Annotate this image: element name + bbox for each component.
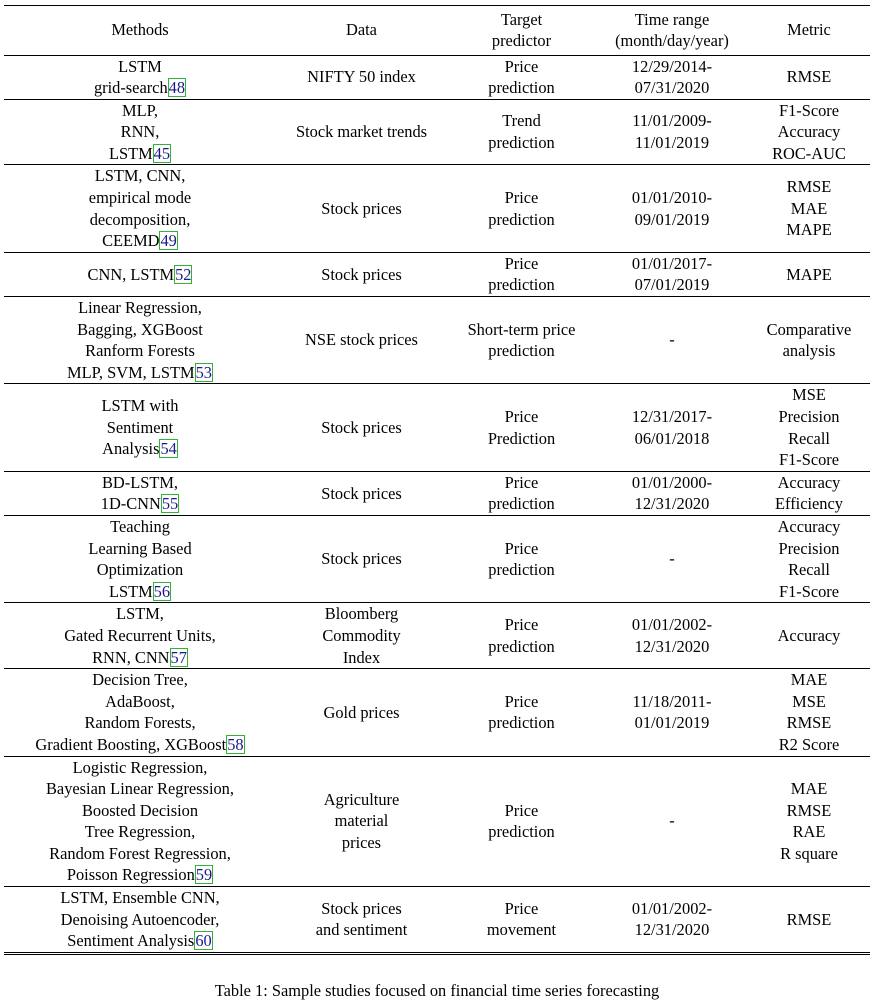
cell-text-line: 11/18/2011-: [632, 691, 712, 711]
cell-text-line: Stock prices: [321, 417, 402, 437]
cell-text-line: prices: [341, 833, 382, 853]
cell-text-line: ROC-AUC: [772, 143, 846, 163]
cell-text-line: Price: [504, 691, 539, 711]
cell-text-line: [4, 56, 276, 78]
cell-text-line: RMSE: [786, 177, 832, 197]
cell-text-line: prediction: [488, 494, 555, 514]
cell-text-line: [4, 516, 276, 538]
cell-text-line: Stock prices: [321, 264, 402, 284]
cell-text-line: Prediction: [487, 428, 556, 448]
method-text: Logistic Regression,: [72, 757, 208, 777]
metric-cell: [748, 669, 870, 756]
method-text: LSTM with: [101, 396, 179, 416]
data-cell: [276, 471, 447, 515]
header-text-line: Data: [346, 20, 377, 40]
cell-text-line: [4, 821, 276, 843]
cell-text-line: Agriculture: [323, 789, 400, 809]
method-text: Analysis: [102, 439, 160, 459]
method-text: LSTM, Ensemble CNN,: [60, 888, 220, 908]
time-range-cell: [596, 99, 748, 165]
method-text: Linear Regression,: [78, 298, 202, 318]
metric-cell: [748, 603, 870, 669]
methods-cell: [4, 515, 276, 602]
cell-text-line: Stock market trends: [295, 122, 428, 142]
cell-text-line: NIFTY 50 index: [307, 67, 416, 87]
target-cell: [447, 297, 596, 384]
cell-text-line: [4, 493, 276, 515]
cell-text-line: [4, 77, 276, 99]
cell-text-line: [4, 712, 276, 734]
cell-text-line: 11/01/2019: [634, 133, 710, 153]
cell-text-line: [4, 887, 276, 909]
citation-link[interactable]: 56: [153, 581, 171, 601]
metric-cell: [748, 515, 870, 602]
cell-text-line: MAE: [790, 670, 828, 690]
cell-text-line: and sentiment: [315, 920, 408, 940]
cell-text-line: [4, 230, 276, 252]
time-range-cell: [596, 756, 748, 887]
time-range-cell: [596, 297, 748, 384]
methods-cell: [4, 165, 276, 252]
header-text-line: Methods: [111, 20, 169, 40]
header-text-line: predictor: [491, 31, 552, 51]
cell-text-line: 12/31/2020: [634, 636, 710, 656]
cell-text-line: 07/01/2019: [634, 275, 710, 295]
cell-text-line: Short-term price: [467, 319, 576, 339]
target-cell: [447, 515, 596, 602]
cell-text-line: [4, 297, 276, 319]
time-range-cell: [596, 252, 748, 296]
cell-text-line: Precision: [778, 407, 840, 426]
cell-text-line: Stock prices: [321, 198, 402, 218]
cell-text-line: -: [669, 549, 675, 569]
time-range-cell: [596, 165, 748, 252]
cell-text-line: prediction: [488, 341, 555, 361]
method-text: decomposition,: [89, 209, 191, 229]
table-row: [4, 515, 870, 602]
citation-link[interactable]: 59: [195, 865, 213, 885]
methods-cell: [4, 297, 276, 384]
header-metric: [748, 6, 870, 55]
metric-cell: [748, 756, 870, 887]
cell-text-line: Bloomberg: [324, 604, 399, 624]
method-text: RNN, CNN: [92, 647, 170, 667]
cell-text-line: Price: [504, 188, 539, 208]
cell-text-line: Price: [504, 407, 539, 426]
cell-text-line: Price: [504, 538, 539, 558]
target-cell: [447, 887, 596, 952]
cell-text-line: [4, 581, 276, 603]
cell-text-line: Index: [342, 647, 381, 667]
table-row: [4, 887, 870, 952]
time-range-cell: [596, 669, 748, 756]
cell-text-line: Price: [504, 800, 539, 820]
metric-cell: [748, 99, 870, 165]
cell-text-line: [4, 264, 276, 286]
cell-text-line: [4, 165, 276, 187]
target-cell: [447, 603, 596, 669]
cell-text-line: MAE: [790, 779, 828, 799]
cell-text-line: F1-Score: [778, 100, 840, 120]
bottom-double-rule: [4, 952, 870, 955]
time-range-cell: [596, 55, 748, 99]
methods-cell: [4, 252, 276, 296]
cell-text-line: 12/29/2014-: [631, 56, 713, 76]
citation-link[interactable]: 54: [160, 439, 177, 459]
cell-text-line: analysis: [782, 341, 836, 361]
cell-text-line: MAE: [790, 198, 828, 218]
header-text-line: Time range: [634, 9, 710, 29]
time-range-cell: [596, 515, 748, 602]
target-cell: [447, 756, 596, 887]
data-cell: [276, 603, 447, 669]
cell-text-line: [4, 647, 276, 669]
cell-text-line: [4, 143, 276, 165]
studies-table: [4, 6, 870, 952]
metric-cell: [748, 252, 870, 296]
methods-cell: [4, 55, 276, 99]
cell-text-line: RMSE: [786, 713, 832, 733]
time-range-cell: [596, 603, 748, 669]
citation-link[interactable]: 55: [161, 494, 179, 514]
method-text: Gradient Boosting, XGBoost: [35, 734, 227, 754]
method-text: CNN, LSTM: [87, 264, 175, 284]
header-time-range: [596, 6, 748, 55]
data-cell: [276, 756, 447, 887]
table-row: [4, 756, 870, 887]
cell-text-line: 12/31/2020: [634, 494, 710, 514]
cell-text-line: [4, 603, 276, 625]
cell-text-line: [4, 187, 276, 209]
table-row: [4, 55, 870, 99]
cell-text-line: prediction: [488, 209, 555, 229]
cell-text-line: Efficiency: [775, 494, 843, 514]
cell-text-line: MSE: [792, 691, 826, 711]
cell-text-line: [4, 864, 276, 886]
method-text: Ranform Forests: [85, 341, 195, 361]
method-text: LSTM: [108, 143, 153, 163]
data-cell: [276, 297, 447, 384]
methods-cell: [4, 887, 276, 952]
cell-text-line: Recall: [788, 428, 830, 448]
citation-link[interactable]: 48: [168, 78, 186, 98]
target-cell: [447, 669, 596, 756]
metric-cell: [748, 471, 870, 515]
citation-link[interactable]: 58: [227, 734, 244, 754]
methods-cell: [4, 471, 276, 515]
table-row: [4, 384, 870, 471]
cell-text-line: [4, 669, 276, 691]
cell-text-line: [4, 472, 276, 494]
methods-cell: [4, 669, 276, 756]
cell-text-line: [4, 395, 276, 417]
cell-text-line: prediction: [488, 636, 555, 656]
cell-text-line: 12/31/2017-: [631, 407, 713, 426]
cell-text-line: prediction: [488, 822, 555, 842]
method-text: AdaBoost,: [105, 691, 175, 711]
table-row: [4, 165, 870, 252]
cell-text-line: Price: [504, 56, 539, 76]
header-text-line: (month/day/year): [615, 31, 729, 51]
table-row: [4, 471, 870, 515]
metric-cell: [748, 384, 870, 471]
data-cell: [276, 99, 447, 165]
metric-cell: [748, 55, 870, 99]
method-text: Learning Based: [88, 538, 192, 558]
citation-link[interactable]: 60: [195, 931, 212, 951]
methods-cell: [4, 756, 276, 887]
target-cell: [447, 471, 596, 515]
target-cell: [447, 384, 596, 471]
method-text: LSTM: [118, 56, 162, 76]
method-text: Bayesian Linear Regression,: [46, 779, 234, 799]
method-text: Tree Regression,: [84, 822, 196, 842]
cell-text-line: [4, 340, 276, 362]
cell-text-line: Gold prices: [323, 702, 400, 722]
cell-text-line: RMSE: [786, 67, 832, 87]
cell-text-line: [4, 800, 276, 822]
citation-link[interactable]: 52: [175, 264, 192, 284]
cell-text-line: Comparative: [766, 319, 852, 339]
cell-text-line: Accuracy: [777, 472, 841, 492]
cell-text-line: Commodity: [322, 625, 401, 645]
cell-text-line: 07/31/2020: [634, 78, 710, 98]
method-text: LSTM,: [116, 604, 164, 624]
table-row: [4, 297, 870, 384]
cell-text-line: 01/01/2019: [634, 713, 710, 733]
target-cell: [447, 252, 596, 296]
cell-text-line: RAE: [792, 822, 826, 842]
cell-text-line: [4, 734, 276, 756]
cell-text-line: 12/31/2020: [634, 920, 710, 940]
methods-cell: [4, 384, 276, 471]
citation-link[interactable]: 49: [160, 231, 177, 251]
header-text-line: Metric: [787, 20, 831, 40]
cell-text-line: R2 Score: [778, 734, 840, 754]
cell-text-line: prediction: [488, 78, 555, 98]
method-text: Gated Recurrent Units,: [64, 625, 216, 645]
cell-text-line: Stock prices: [321, 483, 402, 503]
method-text: Optimization: [96, 560, 184, 580]
cell-text-line: Accuracy: [777, 516, 841, 536]
cell-text-line: MAPE: [786, 220, 832, 240]
cell-text-line: 11/01/2009-: [632, 111, 712, 131]
cell-text-line: [4, 625, 276, 647]
cell-text-line: Price: [504, 472, 539, 492]
data-cell: [276, 165, 447, 252]
cell-text-line: 06/01/2018: [634, 428, 710, 448]
method-text: Random Forest Regression,: [49, 843, 231, 863]
cell-text-line: [4, 209, 276, 231]
data-cell: [276, 887, 447, 952]
cell-text-line: Price: [504, 253, 539, 273]
method-text: RNN,: [120, 122, 160, 142]
cell-text-line: [4, 930, 276, 952]
cell-text-line: 01/01/2000-: [631, 472, 713, 492]
method-text: LSTM: [108, 581, 153, 601]
cell-text-line: [4, 909, 276, 931]
cell-text-line: prediction: [488, 560, 555, 580]
cell-text-line: [4, 121, 276, 143]
methods-cell: [4, 99, 276, 165]
header-data: [276, 6, 447, 55]
method-text: Poisson Regression: [66, 865, 195, 885]
time-range-cell: [596, 887, 748, 952]
cell-text-line: NSE stock prices: [305, 330, 418, 350]
method-text: CEEMD: [102, 231, 160, 251]
cell-text-line: [4, 843, 276, 865]
table-row: [4, 99, 870, 165]
cell-text-line: Recall: [788, 560, 830, 580]
cell-text-line: RMSE: [786, 909, 832, 929]
cell-text-line: R square: [780, 843, 838, 863]
cell-text-line: [4, 100, 276, 122]
citation-link[interactable]: 45: [153, 143, 171, 163]
cell-text-line: [4, 438, 276, 460]
cell-text-line: F1-Score: [778, 581, 840, 601]
method-text: grid-search: [93, 78, 168, 98]
table-row: [4, 252, 870, 296]
cell-text-line: F1-Score: [778, 450, 840, 470]
header-text-line: Target: [500, 9, 543, 29]
header-target-predictor: [447, 6, 596, 55]
method-text: empirical mode: [88, 188, 192, 208]
table-row: [4, 603, 870, 669]
cell-text-line: MAPE: [786, 264, 832, 284]
cell-text-line: prediction: [488, 713, 555, 733]
data-cell: [276, 669, 447, 756]
method-text: Bagging, XGBoost: [77, 319, 203, 339]
cell-text-line: movement: [486, 920, 557, 940]
cell-text-line: material: [334, 811, 389, 831]
data-cell: [276, 252, 447, 296]
cell-text-line: [4, 417, 276, 439]
method-text: Teaching: [110, 516, 170, 536]
table-row: [4, 669, 870, 756]
methods-cell: [4, 603, 276, 669]
metric-cell: [748, 165, 870, 252]
cell-text-line: -: [669, 811, 675, 831]
method-text: Sentiment Analysis: [67, 931, 195, 951]
time-range-cell: [596, 471, 748, 515]
method-text: MLP, SVM, LSTM: [67, 362, 195, 382]
table-body: [4, 55, 870, 952]
cell-text-line: [4, 691, 276, 713]
table-caption: Table 1: Sample studies focused on financial time series forecasting: [214, 981, 660, 1000]
cell-text-line: prediction: [488, 275, 555, 295]
cell-text-line: prediction: [488, 133, 555, 153]
cell-text-line: Precision: [778, 538, 840, 558]
cell-text-line: RMSE: [786, 800, 832, 820]
cell-text-line: 01/01/2017-: [631, 253, 713, 273]
cell-text-line: [4, 319, 276, 341]
cell-text-line: Accuracy: [777, 122, 841, 142]
time-range-cell: [596, 384, 748, 471]
cell-text-line: Price: [504, 615, 539, 635]
cell-text-line: [4, 757, 276, 779]
cell-text-line: -: [669, 330, 675, 350]
cell-text-line: 01/01/2010-: [631, 188, 713, 208]
cell-text-line: [4, 559, 276, 581]
header-row: [4, 6, 870, 55]
header-methods: [4, 6, 276, 55]
cell-text-line: [4, 778, 276, 800]
data-cell: [276, 515, 447, 602]
method-text: 1D-CNN: [100, 494, 161, 514]
method-text: BD-LSTM,: [101, 472, 179, 492]
cell-text-line: Stock prices: [321, 898, 402, 918]
cell-text-line: Trend: [502, 111, 541, 131]
method-text: Decision Tree,: [92, 670, 188, 690]
cell-text-line: [4, 538, 276, 560]
cell-text-line: 09/01/2019: [634, 209, 710, 229]
target-cell: [447, 165, 596, 252]
cell-text-line: 01/01/2002-: [631, 898, 713, 918]
method-text: Sentiment: [106, 417, 174, 437]
citation-link[interactable]: 57: [170, 647, 187, 667]
cell-text-line: MSE: [792, 385, 826, 405]
cell-text-line: Price: [504, 898, 539, 918]
target-cell: [447, 55, 596, 99]
cell-text-line: 01/01/2002-: [631, 615, 713, 635]
cell-text-line: [4, 362, 276, 384]
citation-link[interactable]: 53: [195, 362, 212, 382]
method-text: Denoising Autoencoder,: [60, 909, 220, 929]
method-text: Random Forests,: [84, 713, 196, 733]
cell-text-line: Stock prices: [321, 549, 402, 569]
method-text: MLP,: [122, 100, 158, 120]
method-text: Boosted Decision: [81, 800, 199, 820]
metric-cell: [748, 297, 870, 384]
table-container: [4, 5, 870, 955]
cell-text-line: Accuracy: [777, 625, 841, 645]
data-cell: [276, 55, 447, 99]
data-cell: [276, 384, 447, 471]
method-text: LSTM, CNN,: [94, 166, 186, 186]
target-cell: [447, 99, 596, 165]
metric-cell: [748, 887, 870, 952]
